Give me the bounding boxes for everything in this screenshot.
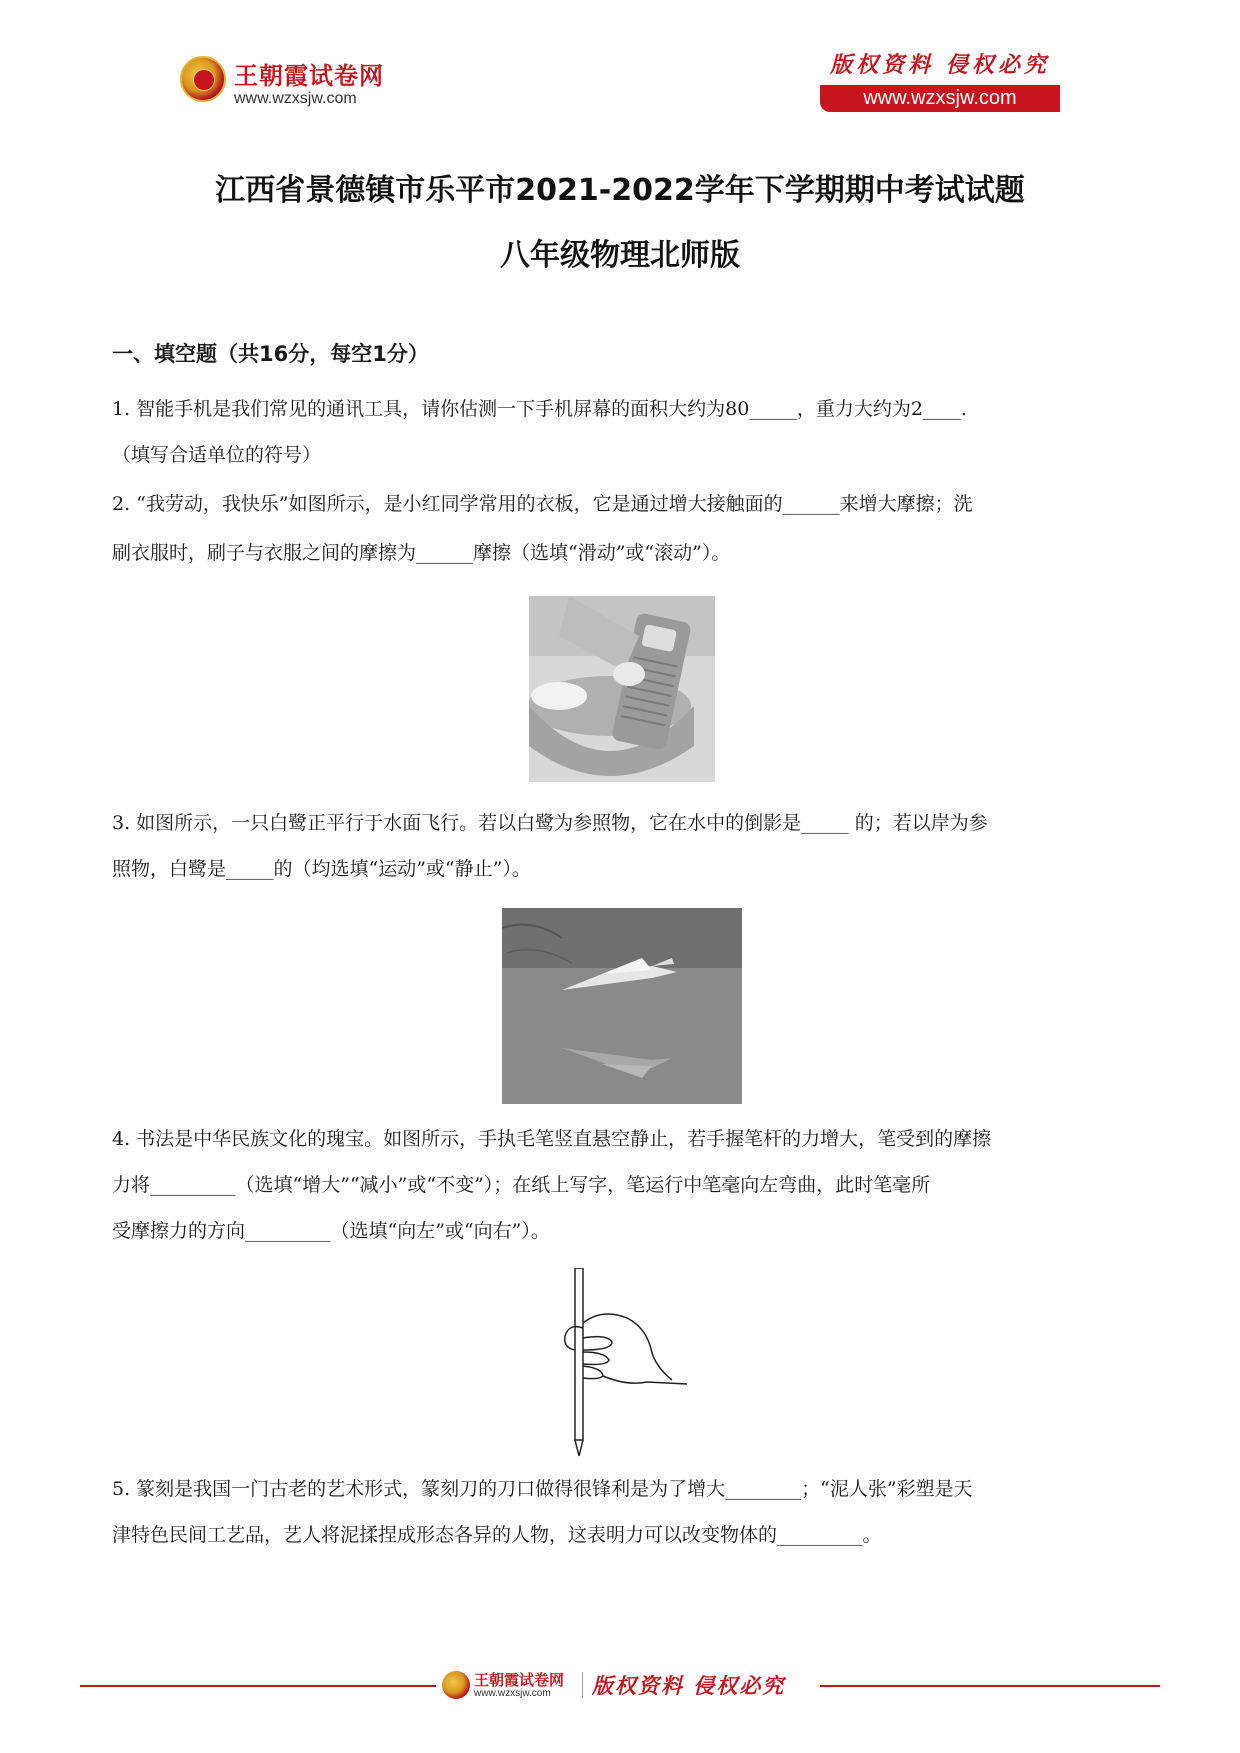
question-text: 3. 如图所示，一只白鹭正平行于水面飞行。若以白鹭为参照物，它在水中的倒影是_____ 的；若以岸为参 [112,812,988,834]
footer-logo-name: 王朝霞试卷网 [474,1671,565,1689]
question-text: 1. 智能手机是我们常见的通讯工具，请你估测一下手机屏幕的面积大约为80_____，重力大约为2____. [112,398,967,420]
brush-hand-drawing [557,1268,687,1460]
seal-icon [180,56,226,102]
question-text: （填写合适单位的符号） [112,444,322,466]
question-5 [112,1466,1132,1558]
question-1 [112,386,1132,478]
page-footer [0,1666,1240,1706]
washboard-photo [529,596,715,782]
question-text: 5. 篆刻是我国一门古老的艺术形式，篆刻刀的刀口做得很锋利是为了增大________；“泥人张”彩塑是天 [112,1478,973,1500]
exam-content [112,338,1132,1558]
footer-separator [582,1672,583,1698]
copyright-text: 版权资料 侵权必究 [830,52,1050,78]
footer-divider-line [820,1685,1160,1687]
footer-copyright: 版权资料 侵权必究 [592,1673,786,1698]
question-text: 4. 书法是中华民族文化的瑰宝。如图所示，手执毛笔竖直悬空静止，若手握笔杆的力增大，笔受到的摩擦 [112,1128,992,1150]
footer-logo-url: www.wzxsjw.com [474,1688,551,1699]
question-3 [112,800,1132,1104]
logo-url: www.wzxsjw.com [234,90,357,107]
brand-logo [180,50,410,120]
seal-icon [442,1671,470,1699]
question-4 [112,1116,1132,1460]
footer-divider-line [80,1685,436,1687]
question-text: 2. “我劳动，我快乐”如图所示，是小红同学常用的衣板，它是通过增大接触面的______来增大摩擦；洗 [112,493,973,515]
page-subtitle: 八年级物理北师版 [500,238,740,273]
question-text: 受摩擦力的方向_________（选填“向左”或“向右”）。 [112,1220,550,1242]
question-text: 力将_________（选填“增大”“减小”或“不变”）；在纸上写字，笔运行中笔毫向左弯曲，此时笔毫所 [112,1174,931,1196]
question-text: 刷衣服时，刷子与衣服之间的摩擦为______摩擦（选填“滑动”或“滚动”）。 [112,542,731,564]
site-url: www.wzxsjw.com [820,85,1060,112]
logo-name: 王朝霞试卷网 [234,62,384,90]
question-text: 照物，白鹭是_____的（均选填“运动”或“静止”）。 [112,858,531,880]
question-2 [112,478,1132,782]
section-heading: 一、填空题（共16分，每空1分） [112,342,429,366]
egret-photo [502,908,742,1104]
copyright-banner [820,48,1060,118]
question-text: 津特色民间工艺品，艺人将泥揉捏成形态各异的人物，这表明力可以改变物体的_________。 [112,1524,882,1546]
page-title: 江西省景德镇市乐平市2021-2022学年下学期期中考试试题 [215,173,1025,208]
